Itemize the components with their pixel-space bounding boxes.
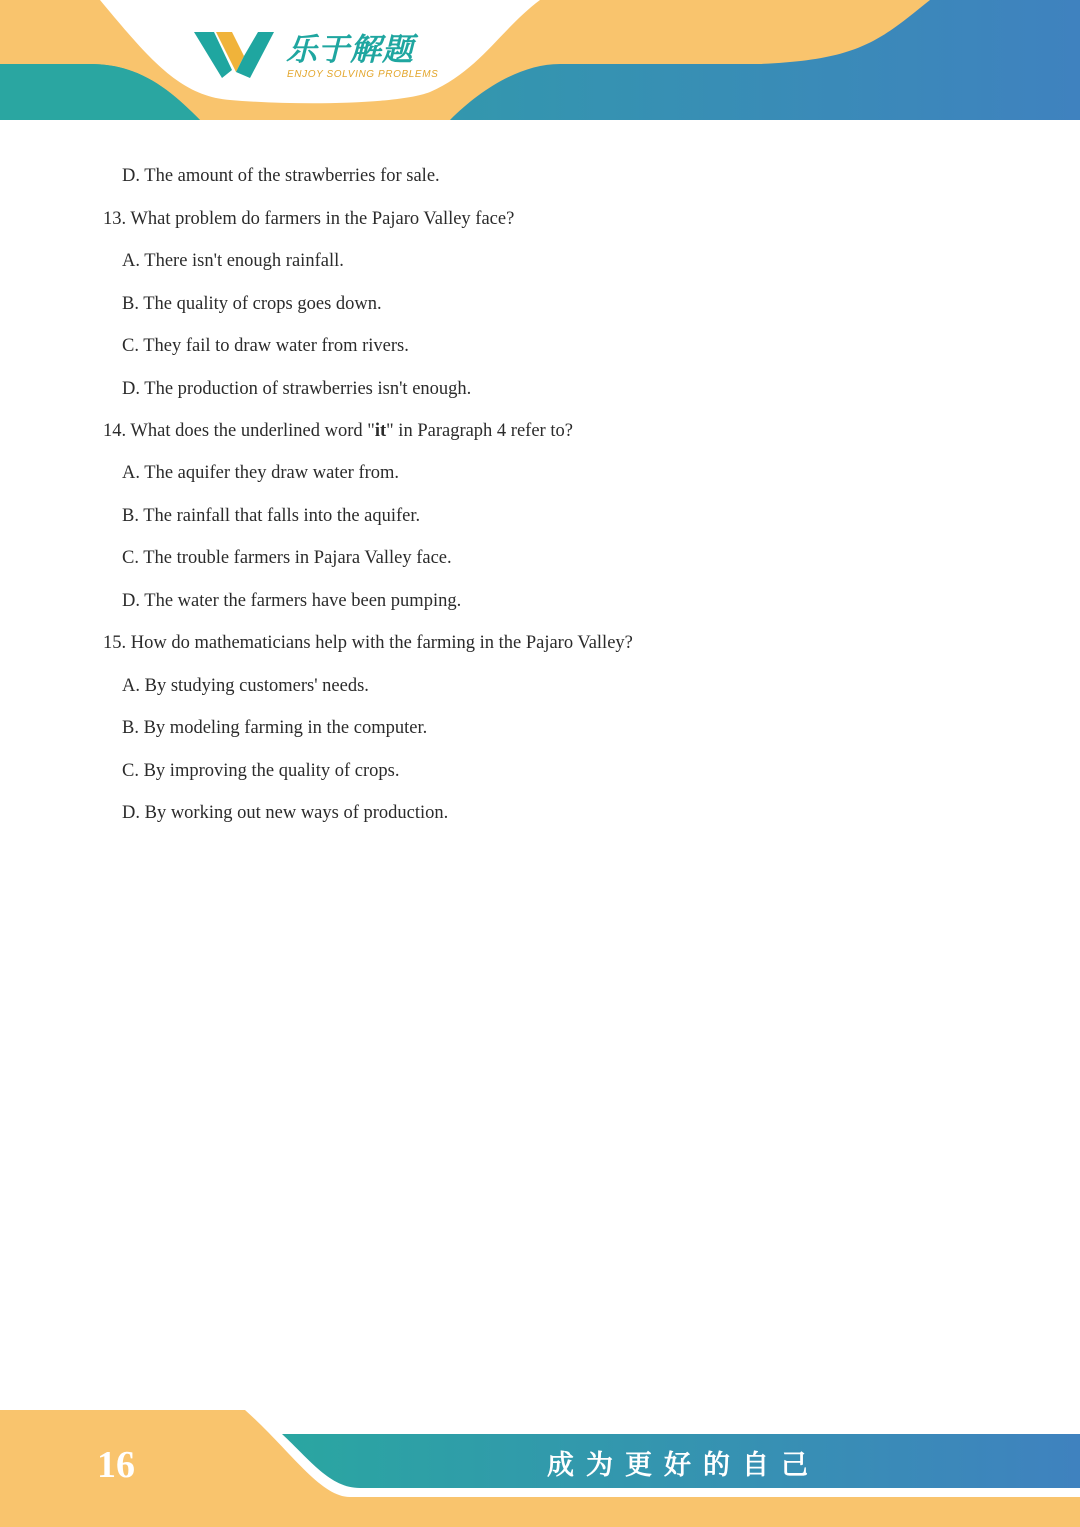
underlined-word-it: it (374, 421, 387, 441)
question-14-option-b: B. The rainfall that falls into the aquifer. (122, 506, 421, 526)
brand-tagline: ENJOY SOLVING PROBLEMS (287, 69, 439, 80)
question-13-option-d: D. The production of strawberries isn't enough. (122, 379, 472, 399)
question-14-stem-post: " in Paragraph 4 refer to? (386, 421, 573, 441)
question-13-option-b: B. The quality of crops goes down. (122, 294, 382, 314)
question-14-option-c: C. The trouble farmers in Pajara Valley face. (122, 548, 452, 568)
question-14-option-d: D. The water the farmers have been pumping. (122, 591, 462, 611)
question-15-stem: 15. How do mathematicians help with the farming in the Pajaro Valley? (103, 633, 633, 653)
page-number: 16 (97, 1444, 135, 1486)
brand-name: 乐于解题 (286, 32, 414, 68)
question-14-stem (103, 420, 573, 442)
footer-banner (0, 1410, 1080, 1527)
header-banner (0, 0, 1080, 130)
question-14-option-a: A. The aquifer they draw water from. (122, 463, 400, 483)
question-13-option-a: A. There isn't enough rainfall. (122, 251, 344, 271)
footer-slogan: 成为更好的自己 (547, 1450, 820, 1481)
question-13-stem: 13. What problem do farmers in the Pajaro Valley face? (103, 209, 515, 229)
w-check-logo-icon (192, 26, 276, 80)
question-15-option-d: D. By working out new ways of production. (122, 803, 449, 823)
question-15-option-a: A. By studying customers' needs. (122, 676, 369, 696)
prev-question-option-d: D. The amount of the strawberries for sale. (122, 166, 440, 186)
question-15-option-b: B. By modeling farming in the computer. (122, 718, 428, 738)
question-15-option-c: C. By improving the quality of crops. (122, 761, 400, 781)
question-13-option-c: C. They fail to draw water from rivers. (122, 336, 409, 356)
question-14-stem-pre: 14. What does the underlined word " (103, 421, 375, 441)
